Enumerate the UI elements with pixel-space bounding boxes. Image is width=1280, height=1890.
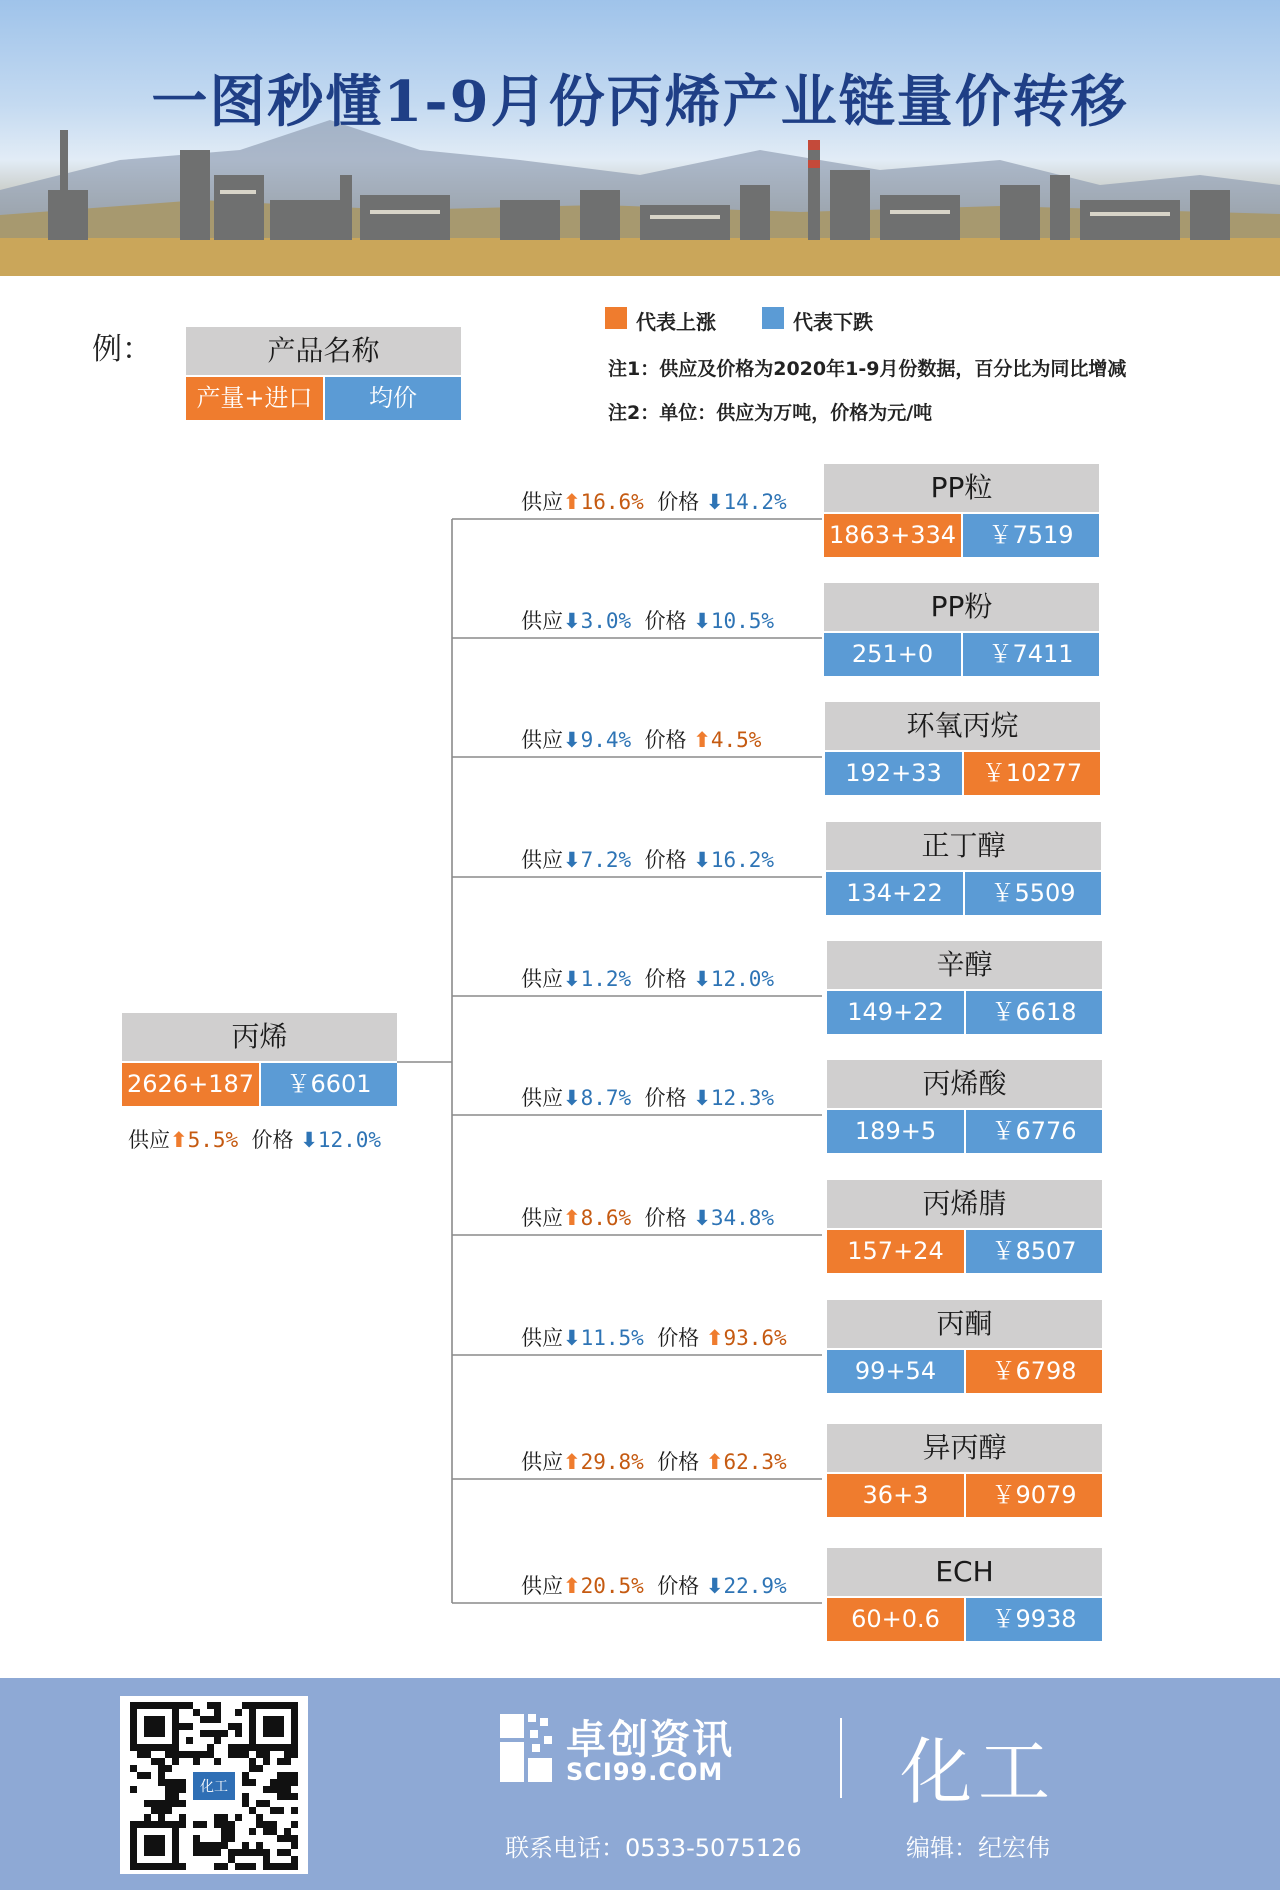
product-box bbox=[827, 1180, 1102, 1273]
product-volume: 189+5 bbox=[827, 1110, 964, 1153]
editor-name: 编辑：纪宏伟 bbox=[906, 1834, 1050, 1862]
arrow-up-icon: ⬆ bbox=[563, 490, 581, 514]
product-price: ￥6798 bbox=[966, 1350, 1102, 1393]
price-change: 10.5% bbox=[710, 609, 775, 633]
product-price: ￥9938 bbox=[966, 1598, 1102, 1641]
arrow-down-icon: ⬇ bbox=[705, 490, 724, 514]
root-price: ￥6601 bbox=[261, 1063, 397, 1106]
product-change-annotation bbox=[521, 1082, 774, 1112]
price-change: 14.2% bbox=[723, 490, 787, 514]
arrow-up-icon: ⬆ bbox=[705, 1450, 724, 1474]
product-name: PP粒 bbox=[824, 464, 1099, 512]
supply-label: 供应 bbox=[521, 967, 563, 991]
arrow-down-icon: ⬇ bbox=[563, 728, 581, 752]
product-name: 丙烯酸 bbox=[827, 1060, 1102, 1108]
arrow-down-icon: ⬇ bbox=[705, 1574, 724, 1598]
price-label: 价格 bbox=[657, 490, 700, 514]
supply-label: 供应 bbox=[521, 1450, 563, 1474]
contact-phone: 联系电话：0533-5075126 bbox=[505, 1834, 802, 1862]
product-price: ￥5509 bbox=[965, 872, 1101, 915]
product-name: 丙烯腈 bbox=[827, 1180, 1102, 1228]
example-price-label: 均价 bbox=[325, 377, 461, 420]
arrow-up-icon: ⬆ bbox=[563, 1206, 581, 1230]
price-label: 价格 bbox=[644, 728, 687, 752]
price-label: 价格 bbox=[251, 1128, 294, 1152]
price-change: 62.3% bbox=[723, 1450, 787, 1474]
price-label: 价格 bbox=[644, 1086, 687, 1110]
product-name: 丙酮 bbox=[827, 1300, 1102, 1348]
product-price: ￥7519 bbox=[963, 514, 1099, 557]
supply-label: 供应 bbox=[521, 1574, 563, 1598]
product-change-annotation bbox=[521, 1202, 774, 1232]
product-box bbox=[824, 583, 1099, 676]
arrow-up-icon: ⬆ bbox=[563, 1450, 581, 1474]
root-name: 丙烯 bbox=[122, 1013, 397, 1061]
price-label: 价格 bbox=[657, 1326, 700, 1350]
price-change: 4.5% bbox=[710, 728, 762, 752]
supply-change: 16.6% bbox=[580, 490, 644, 514]
product-price: ￥9079 bbox=[966, 1474, 1102, 1517]
root-volume: 2626+187 bbox=[122, 1063, 259, 1106]
product-box bbox=[826, 822, 1101, 915]
product-box bbox=[827, 1424, 1102, 1517]
price-change: 22.9% bbox=[723, 1574, 787, 1598]
supply-label: 供应 bbox=[521, 1086, 563, 1110]
example-name: 产品名称 bbox=[186, 327, 461, 375]
supply-label: 供应 bbox=[521, 609, 563, 633]
product-volume: 60+0.6 bbox=[827, 1598, 964, 1641]
brand-name-en: SCI99.COM bbox=[566, 1758, 724, 1786]
arrow-down-icon: ⬇ bbox=[563, 848, 581, 872]
arrow-down-icon: ⬇ bbox=[693, 848, 711, 872]
arrow-down-icon: ⬇ bbox=[563, 1326, 581, 1350]
product-box bbox=[824, 464, 1099, 557]
product-change-annotation bbox=[521, 1446, 787, 1476]
supply-change: 3.0% bbox=[580, 609, 632, 633]
page-title: 一图秒懂1-9月份丙烯产业链量价转移 bbox=[151, 69, 1129, 135]
arrow-up-icon: ⬆ bbox=[563, 1574, 581, 1598]
product-box bbox=[825, 702, 1100, 795]
product-box bbox=[827, 1300, 1102, 1393]
header-banner bbox=[0, 0, 1280, 276]
price-change: 12.0% bbox=[710, 967, 775, 991]
product-name: PP粉 bbox=[824, 583, 1099, 631]
product-volume: 251+0 bbox=[824, 633, 961, 676]
arrow-down-icon: ⬇ bbox=[693, 1086, 711, 1110]
product-change-annotation bbox=[521, 844, 774, 874]
price-label: 价格 bbox=[644, 967, 687, 991]
product-name: 辛醇 bbox=[827, 941, 1102, 989]
supply-label: 供应 bbox=[521, 1206, 563, 1230]
legend-up-label: 代表上涨 bbox=[636, 310, 716, 334]
price-label: 价格 bbox=[644, 848, 687, 872]
root-supply-change: 5.5% bbox=[187, 1128, 239, 1152]
price-label: 价格 bbox=[657, 1450, 700, 1474]
supply-change: 8.6% bbox=[580, 1206, 632, 1230]
logo-divider bbox=[840, 1718, 842, 1798]
price-change: 16.2% bbox=[710, 848, 775, 872]
legend-up-swatch bbox=[605, 307, 627, 329]
qr-label: 化工 bbox=[200, 1778, 228, 1795]
root-price-change: 12.0% bbox=[317, 1128, 382, 1152]
supply-label: 供应 bbox=[521, 1326, 563, 1350]
product-volume: 149+22 bbox=[827, 991, 964, 1034]
price-change: 34.8% bbox=[710, 1206, 775, 1230]
product-price: ￥8507 bbox=[966, 1230, 1102, 1273]
price-change: 12.3% bbox=[710, 1086, 775, 1110]
product-name: 正丁醇 bbox=[826, 822, 1101, 870]
arrow-down-icon: ⬇ bbox=[563, 609, 581, 633]
supply-change: 1.2% bbox=[580, 967, 632, 991]
arrow-up-icon: ⬆ bbox=[170, 1128, 188, 1152]
arrow-down-icon: ⬇ bbox=[563, 1086, 581, 1110]
qr-code-image bbox=[120, 1696, 308, 1874]
arrow-down-icon: ⬇ bbox=[693, 609, 711, 633]
supply-change: 9.4% bbox=[580, 728, 632, 752]
arrow-up-icon: ⬆ bbox=[705, 1326, 724, 1350]
arrow-down-icon: ⬇ bbox=[300, 1128, 318, 1152]
root-change-annotation bbox=[128, 1124, 381, 1154]
price-label: 价格 bbox=[644, 609, 687, 633]
brand-logo-icon bbox=[500, 1714, 560, 1782]
note-1: 注1：供应及价格为2020年1-9月份数据，百分比为同比增减 bbox=[608, 358, 1127, 380]
product-volume: 157+24 bbox=[827, 1230, 964, 1273]
supply-label: 供应 bbox=[128, 1128, 170, 1152]
arrow-up-icon: ⬆ bbox=[693, 728, 711, 752]
product-change-annotation bbox=[521, 724, 761, 754]
product-box bbox=[827, 941, 1102, 1034]
product-volume: 99+54 bbox=[827, 1350, 964, 1393]
product-box bbox=[827, 1060, 1102, 1153]
product-price: ￥10277 bbox=[964, 752, 1100, 795]
product-volume: 192+33 bbox=[825, 752, 962, 795]
example-volume-label: 产量+进口 bbox=[186, 377, 323, 420]
supply-change: 7.2% bbox=[580, 848, 632, 872]
supply-label: 供应 bbox=[521, 490, 563, 514]
product-name: ECH bbox=[827, 1548, 1102, 1596]
supply-change: 20.5% bbox=[580, 1574, 644, 1598]
supply-change: 8.7% bbox=[580, 1086, 632, 1110]
product-volume: 134+22 bbox=[826, 872, 963, 915]
arrow-down-icon: ⬇ bbox=[563, 967, 581, 991]
qr-code[interactable] bbox=[120, 1696, 308, 1874]
product-volume: 36+3 bbox=[827, 1474, 964, 1517]
industrial-skyline-image bbox=[0, 0, 1280, 276]
price-label: 价格 bbox=[657, 1574, 700, 1598]
price-label: 价格 bbox=[644, 1206, 687, 1230]
product-volume: 1863+334 bbox=[824, 514, 961, 557]
product-name: 异丙醇 bbox=[827, 1424, 1102, 1472]
product-change-annotation bbox=[521, 1570, 787, 1600]
supply-label: 供应 bbox=[521, 848, 563, 872]
product-change-annotation bbox=[521, 605, 774, 635]
product-price: ￥6618 bbox=[966, 991, 1102, 1034]
arrow-down-icon: ⬇ bbox=[693, 1206, 711, 1230]
example-label: 例： bbox=[92, 332, 152, 367]
product-box bbox=[827, 1548, 1102, 1641]
price-change: 93.6% bbox=[723, 1326, 787, 1350]
product-change-annotation bbox=[521, 1322, 787, 1352]
product-name: 环氧丙烷 bbox=[825, 702, 1100, 750]
legend-down-swatch bbox=[762, 307, 784, 329]
root-box bbox=[122, 1013, 397, 1106]
product-change-annotation bbox=[521, 486, 787, 516]
arrow-down-icon: ⬇ bbox=[693, 967, 711, 991]
brand-category: 化工 bbox=[900, 1730, 1057, 1814]
legend-down-label: 代表下跌 bbox=[793, 310, 873, 334]
note-2: 注2：单位：供应为万吨，价格为元/吨 bbox=[608, 402, 933, 424]
product-change-annotation bbox=[521, 963, 774, 993]
supply-change: 11.5% bbox=[580, 1326, 644, 1350]
supply-change: 29.8% bbox=[580, 1450, 644, 1474]
supply-label: 供应 bbox=[521, 728, 563, 752]
product-price: ￥6776 bbox=[966, 1110, 1102, 1153]
brand-name-cn: 卓创资讯 bbox=[566, 1717, 734, 1763]
product-price: ￥7411 bbox=[963, 633, 1099, 676]
example-box bbox=[186, 327, 461, 420]
